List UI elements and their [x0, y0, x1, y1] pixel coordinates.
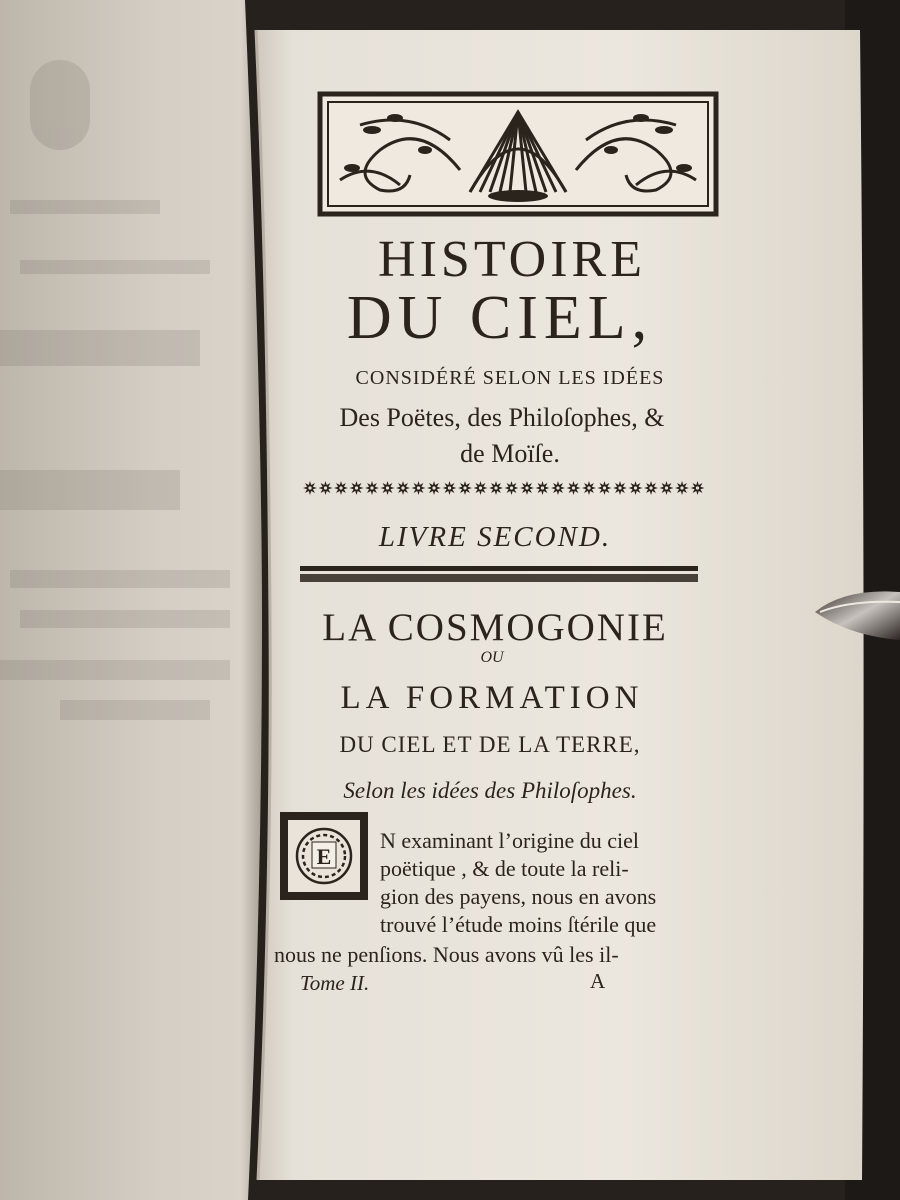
fleuron-star-icon [474, 481, 488, 495]
footer-volume: Tome II. [300, 971, 370, 995]
chapter-subtitle: Selon les idées des Philoſophes. [343, 778, 637, 803]
fleuron-star-icon [613, 481, 627, 495]
fleuron-star-icon [427, 481, 441, 495]
subtitle-line3: de Moïſe. [460, 439, 560, 468]
fleuron-star-icon [381, 481, 395, 495]
book-section-label: LIVRE SECOND. [378, 521, 612, 553]
fleuron-star-icon [598, 481, 612, 495]
fleuron-star-icon [396, 481, 410, 495]
fleuron-star-icon [536, 481, 550, 495]
footer-signature: A [590, 969, 606, 993]
subtitle-line1: CONSIDÉRÉ SELON LES IDÉES [355, 367, 665, 389]
fleuron-star-icon [458, 481, 472, 495]
body-line-3: gion des payens, nous en avons [380, 884, 657, 909]
fleuron-star-icon [567, 481, 581, 495]
fleuron-star-icon [691, 481, 705, 495]
drop-cap-letter: E [316, 844, 332, 869]
fleuron-star-icon [505, 481, 519, 495]
chapter-title-3: DU CIEL ET DE LA TERRE, [339, 732, 641, 757]
fleuron-star-icon [334, 481, 348, 495]
fleuron-star-icon [644, 481, 658, 495]
section-rule [300, 566, 698, 582]
fleuron-star-icon [350, 481, 364, 495]
fleuron-star-icon [489, 481, 503, 495]
fleuron-star-icon [629, 481, 643, 495]
chapter-or: OU [480, 649, 504, 666]
fleuron-star-icon [582, 481, 596, 495]
fleuron-star-icon [520, 481, 534, 495]
body-line-4: trouvé l’étude moins ſtérile que [380, 912, 657, 937]
headpiece-ornament [320, 94, 716, 214]
body-line-2: poëtique , & de toute la reli- [380, 856, 629, 881]
chapter-title: LA COSMOGONIE [322, 606, 668, 649]
left-page [0, 0, 262, 1200]
drop-cap-initial [280, 812, 368, 900]
chapter-title-2: LA FORMATION [340, 680, 644, 716]
fleuron-star-icon [660, 481, 674, 495]
body-line-1: N examinant l’origine du ciel [380, 828, 640, 853]
fleuron-star-icon [319, 481, 333, 495]
body-line-5: nous ne penſions. Nous avons vû les il- [274, 942, 619, 967]
subtitle-line2: Des Poëtes, des Philoſophes, & [339, 403, 665, 432]
fleuron-star-icon [675, 481, 689, 495]
fleuron-star-icon [365, 481, 379, 495]
fleuron-star-icon [412, 481, 426, 495]
title-line2: DU CIEL, [346, 284, 654, 352]
fleuron-star-icon [443, 481, 457, 495]
fleuron-star-icon [303, 481, 317, 495]
fleuron-star-icon [551, 481, 565, 495]
title-line1: HISTOIRE [378, 231, 646, 288]
